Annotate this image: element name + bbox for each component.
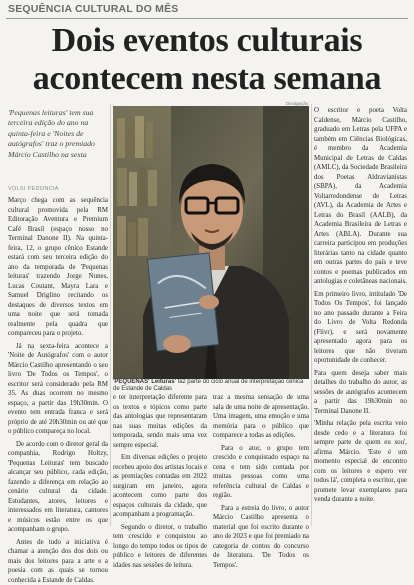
paragraph: Para a estreia do livro, o autor Márcio Castilho apresenta o material que foi escrito durante o ano de 2023 e que foi premiado na categoria de contos do concurso de literatura. 'De Todos os Tempos'. [213,504,309,571]
paragraph: Março chega com as sequência cultural promovida pela RM Editoração Aventura e Premium Café Brasil (espaço nosso no Terminal Danone II). Na quinta-feira, 12, o grupo cênico Estande estará com seu terceira edição do ano da temporada de 'Pequenas leituras' trazendo Jorge Nunes, Lucas Coutant, Mayra Lara e Samuel Driglino recitando os destaques de diversos textos em uma noite que será tomada realmente pela quadra que compareceu para o projeto. [8,196,108,339]
article-column-4 [314,106,407,527]
section-label: SEQUÊNCIA CULTURAL DO MÊS [8,3,178,15]
caption-text: faz parte do ciclo anual de interpretação cênica de Estande de Caldas [113,379,303,392]
column-divider [110,104,111,526]
photo-illustration [113,106,309,379]
paragraph: Já na sexta-feira acontece a 'Noite de Autógrafos' com o autor Márcio Castilho apresentando o seu livro 'De Todos os Tempos', o escritor será considerado pela RM 35. As duas ocorrem no mesmo espaço, a partir das 19h30min. O evento tem entrada franca e será próprio de até 20h30min ou até que o público compareça no local. [8,342,108,437]
paragraph: Para o ator, o grupo tem crescido e conquistado espaço na cena e tem sido contada por muitas pessoas como uma referência cultural de Caldas e região. [213,444,309,501]
headline-line-1: Dois eventos culturais [52,22,363,59]
paragraph: Antes de tudo a iniciativa é chamar a atenção dos dos dois ou mais dos leitores para a arte e a poesia com as quais se tornou conhecida a Estande de Caldas. [8,538,108,585]
headline-line-2: acontecem nesta semana [33,60,381,97]
paragraph: Segundo o diretor, o trabalho tem crescido e conquistou ao longo do tempo todos os tipos de público e leitores de diferentes idades nas sessões de leitura. [113,523,207,571]
paragraph: Em primeiro livro, intitulado 'De Todos Os Tempos', foi lançado no ano passado durante a Feira do Livro de Volta Redonda (Flivr), e será novamente apresentado agora para os leitores que não tiveram oportunidade de conhecer. [314,290,407,366]
paragraph: traz a mesma sensação de uma sala de uma noite de apresentação. Uma imagem, uma emoção e uma memória para o público que comparece a todas as edições. [213,393,309,441]
caption-label: 'PEQUENAS' Leituras' [113,379,176,385]
paragraph: 'Minha relação pela escrita veio desde cedo e a literatura foi sempre parte de quem eu sou', afirma Márcio. 'Este é um momento especial de encontro com os leitores e espero ver todos lá', completa o escritor, que promete levar exemplares para venda durante a noite. [314,419,407,505]
article-column-2 [113,393,207,527]
headline [10,22,404,98]
paragraph: De acordo com o diretor geral da companhia, Rodrigo Holtzy, 'Pequenas Leituras' tem buscado alcançar seu público, cada edição, fazendo a diferença em relação ao cenário cultural da cidade. Estudantes, atores, leitores e interessados em literatura, cantores e músicos estão entre os que acompanham o grupo. [8,440,108,535]
paragraph: O escritor e poeta Volta Caldense, Márcio Castilho, graduado em Letras pela UFPA e também em Ciências Biológicas, é membro da Academia Municipal de Letras de Caldas (AMLC), da Sociedade Brasileira dos Poetas Aldravianistas (SBPA), da Academia Voltarredondense de Letras (AVL), da Academia de Artes e Letras do Brasil (AALB), da Academia Brasileira de Letras e Artes (ABLA). Durante sua carreira participou em produções literárias tanto na cidade quanto em outras partes do país e teve contos e poemas publicados em antologias e coletâneas nacionais. [314,106,407,287]
lead-paragraph: 'Pequenas leituras' tem sua terceira edição do ano na quinta-feira e 'Noites de autógrafos' traz o premiado Márcio Castilho na sexta [8,108,108,160]
column-divider [311,104,312,526]
top-divider [6,18,408,19]
photo-caption [113,379,309,393]
paragraph: Em diversas edições o projeto recebeu apoio dos artistas locais e as premiações contadas em 2022 surgiram em janeiro, agora acontecem como parte dos espaços culturais da cidade, que acompanham a programação. [113,453,207,520]
byline: VOLSI PEDONCIA [8,186,59,192]
article-column-3 [213,393,309,527]
photo-credit: Divulgação [286,101,308,106]
article-photo [113,106,309,379]
paragraph: Para quem deseja saber mais detalhes do trabalho do autor, as sessões de autógrafos acontecem a partir das 19h30min no Terminal Danone II. [314,369,407,417]
paragraph: e ter interpretação diferente para os textos e tópicos como parte das antologias que representaram nas suas muitas edições da temporada, sendo mais uma vez sempre especial. [113,393,207,450]
article-column-1 [8,196,108,526]
